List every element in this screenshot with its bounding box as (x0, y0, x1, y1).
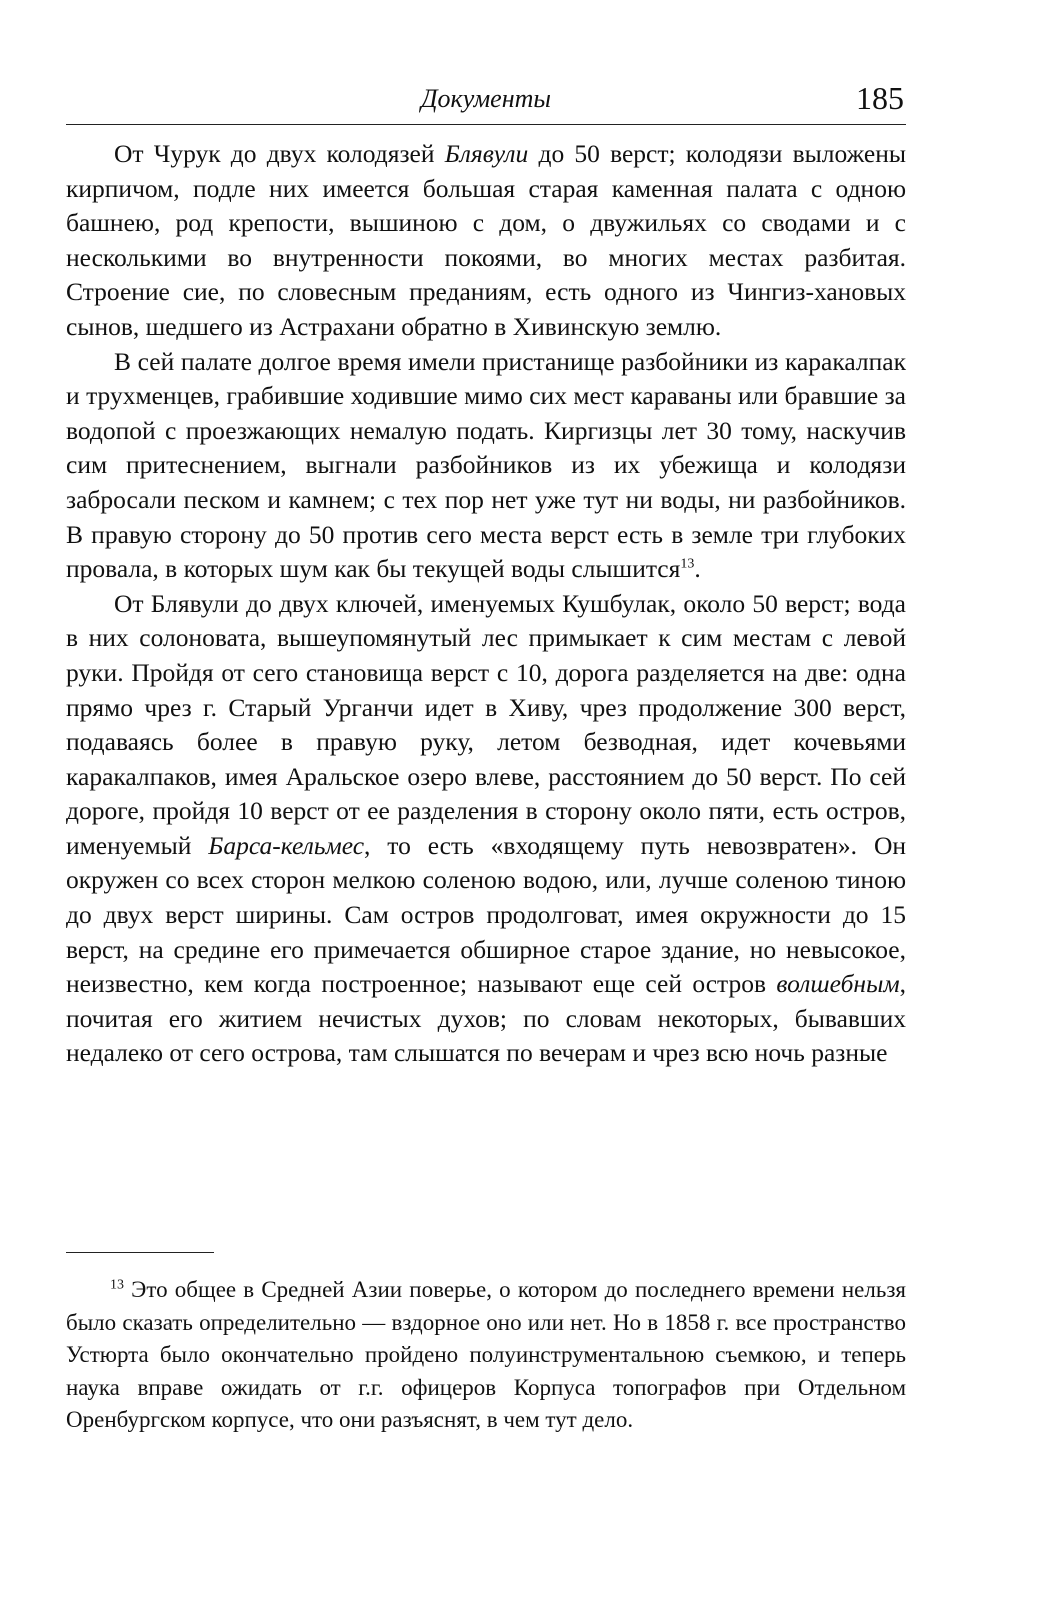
emphasis-italic: волшебным (776, 969, 900, 999)
text-run: , то есть «входящему путь невозвратен». Он окружен со всех сторон мелкою соленою водою, или, лучше соленою тиною до двух верст ширины. Сам остров продолговат, имея окружности до 15 верст, на средине его примечается обширное старое здание, но невысокое, неизвестно, кем когда построенное; называют еще сей остров (66, 830, 907, 999)
text-run: . (694, 554, 701, 584)
footnote-text: Это общее в Средней Азии поверье, о котором до последнего времени нельзя было сказать определительно — вздорное оно или нет. Но в 1858 г. все пространство Устюрта было окончательно пройдено полуинструментальною съемкою, и теперь наука вправе ожидать от г.г. офицеров Корпуса топографов при Отдельном Оренбургском корпусе, что они разъяснят, в чем тут дело. (66, 1277, 906, 1432)
footnote-reference: 13 (680, 556, 695, 572)
running-header (66, 80, 906, 125)
paragraph-2 (66, 345, 906, 587)
text-run: В сей палате долгое время имели пристанище разбойники из каракалпак и трухменцев, грабившие ходившие мимо сих мест караваны или бравшие за водопой с проезжающих немалую подать. Киргизцы лет 30 тому, наскучив сим притеснением, выгнали разбойников из их убежища и колодязи забросали песком и камнем; с тех пор нет уже тут ни воды, ни разбойников. В правую сторону до 50 против сего места верст есть в земле три глубоких провала, в которых шум как бы текущей воды слышится (66, 346, 906, 584)
place-name-italic: Блявули (444, 139, 529, 168)
footnote-13 (66, 1274, 906, 1437)
text-run: От Чурук до двух колодязей (114, 139, 445, 168)
footnote-marker: 13 (110, 1277, 124, 1293)
page-number: 185 (856, 80, 904, 116)
paragraph-1 (66, 137, 906, 345)
main-text (66, 137, 906, 1071)
footnotes (66, 1274, 906, 1437)
text-run: , почитая его житием нечистых духов; по словам некоторых, бывавших недалеко от сего острова, там слышатся по вечерам и чрез всю ночь разные (66, 969, 906, 1068)
running-title: Документы (420, 84, 551, 113)
text-run: до 50 верст; колодязи выложены кирпичом, подле них имеется большая старая каменная палата с одною башнею, род крепости, вышиною с дом, о двужильях со сводами и с несколькими во внутренности покоями, во многих местах разбитая. Строение сие, по словесным преданиям, есть одного из Чингиз-хановых сынов, шедшего из Астрахани обратно в Хивинскую землю. (66, 139, 906, 341)
paragraph-3 (66, 587, 906, 1071)
footnote-separator (66, 1252, 214, 1253)
text-run: От Блявули до двух ключей, именуемых Кушбулак, около 50 верст; вода в них солоновата, вышеупомянутый лес примыкает к сим местам с левой руки. Пройдя от сего становища верст с 10, дорога разделяется на две: одна прямо чрез г. Старый Урганчи идет в Хиву, чрез продолжение 300 верст, подаваясь более в правую руку, летом безводная, идет кочевьями каракалпаков, имея Аральское озеро влеве, расстоянием до 50 верст. По сей дороге, пройдя 10 верст от ее разделения в сторону около пяти, есть остров, именуемый (66, 588, 906, 860)
island-name-italic: Барса-кельмес (208, 830, 365, 860)
document-page (66, 80, 906, 1560)
